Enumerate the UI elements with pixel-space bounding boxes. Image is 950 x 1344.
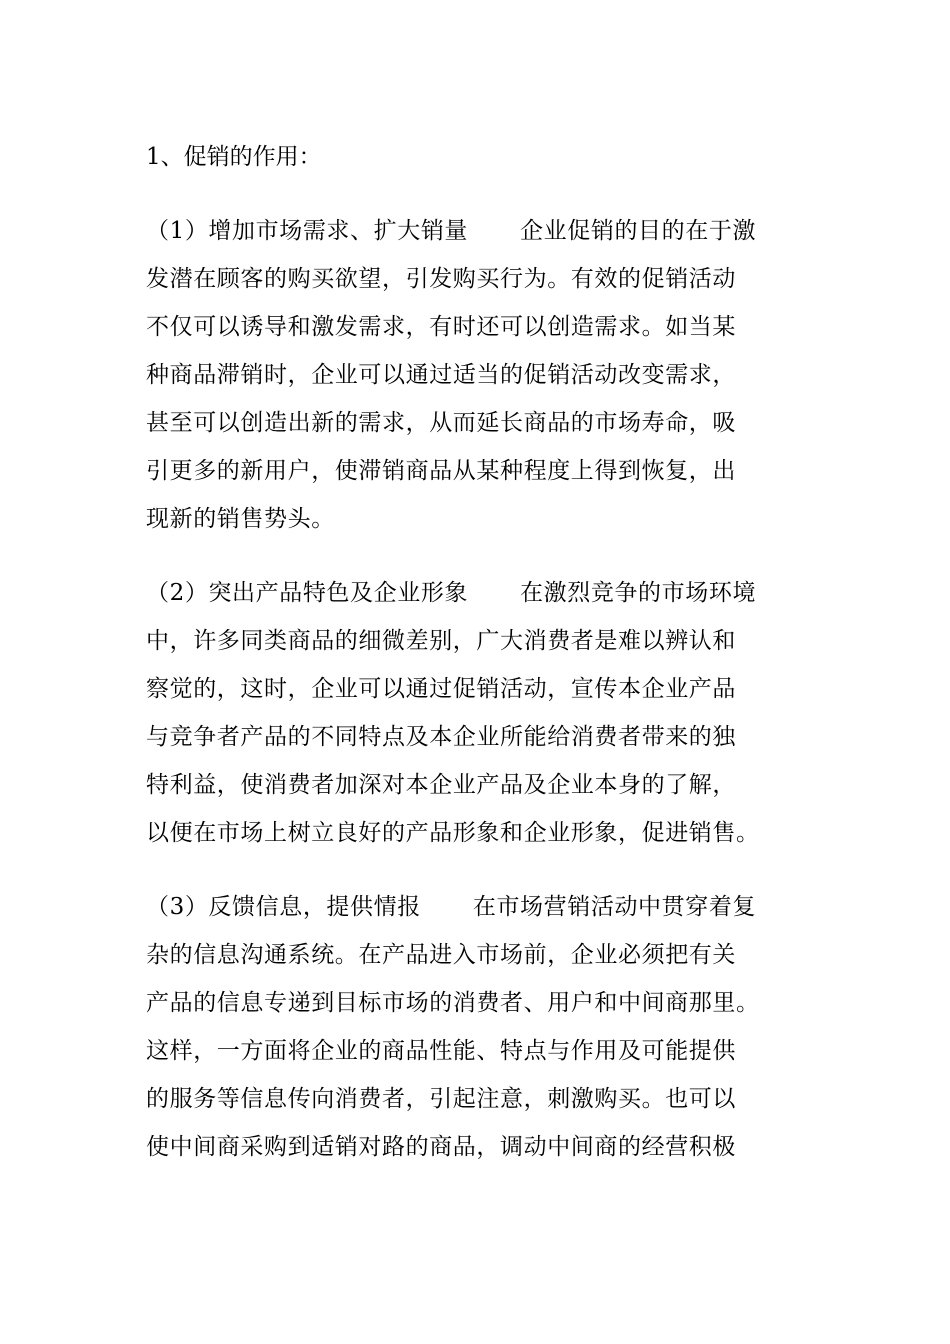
paragraph-line: 发潜在顾客的购买欲望，引发购买行为。有效的促销活动 bbox=[146, 266, 736, 292]
paragraph-line: 这样，一方面将企业的商品性能、特点与作用及可能提供 bbox=[146, 1038, 736, 1064]
paragraph-line: 杂的信息沟通系统。在产品进入市场前，企业必须把有关 bbox=[146, 942, 736, 968]
paragraph-title: （1）增加市场需求、扩大销量 bbox=[146, 218, 469, 244]
paragraph-line: 的服务等信息传向消费者，引起注意，刺激购买。也可以 bbox=[146, 1086, 736, 1112]
paragraph-line bbox=[146, 883, 806, 931]
section-heading: 1、促销的作用： bbox=[146, 144, 322, 170]
paragraph-line: 不仅可以诱导和激发需求，有时还可以创造需求。如当某 bbox=[146, 314, 736, 340]
paragraph-line: 与竞争者产品的不同特点及本企业所能给消费者带来的独 bbox=[146, 724, 736, 750]
paragraph-2 bbox=[146, 569, 806, 857]
paragraph-line bbox=[146, 207, 806, 255]
paragraph-line: 现新的销售势头。 bbox=[146, 506, 335, 532]
paragraph-line: 中，许多同类商品的细微差别，广大消费者是难以辨认和 bbox=[146, 628, 736, 654]
paragraph-line: 以便在市场上树立良好的产品形象和企业形象，促进销售。 bbox=[146, 820, 760, 846]
paragraph-text: 在市场营销活动中贯穿着复 bbox=[472, 894, 757, 920]
paragraph-text: 企业促销的目的在于激 bbox=[520, 218, 757, 244]
paragraph-line: 特利益，使消费者加深对本企业产品及企业本身的了解， bbox=[146, 772, 736, 798]
paragraph-line: 甚至可以创造出新的需求，从而延长商品的市场寿命，吸 bbox=[146, 410, 736, 436]
document-body bbox=[146, 133, 806, 1197]
paragraph-text: 在激烈竞争的市场环境 bbox=[520, 580, 757, 606]
paragraph-3 bbox=[146, 883, 806, 1171]
paragraph-line: 种商品滞销时，企业可以通过适当的促销活动改变需求， bbox=[146, 362, 736, 388]
paragraph-line: 产品的信息专递到目标市场的消费者、用户和中间商那里。 bbox=[146, 990, 760, 1016]
paragraph-line: 察觉的，这时，企业可以通过促销活动，宣传本企业产品 bbox=[146, 676, 736, 702]
paragraph-line bbox=[146, 569, 806, 617]
paragraph-1 bbox=[146, 207, 806, 543]
paragraph-line: 使中间商采购到适销对路的商品，调动中间商的经营积极 bbox=[146, 1134, 736, 1160]
paragraph-line: 引更多的新用户，使滞销商品从某种程度上得到恢复，出 bbox=[146, 458, 736, 484]
paragraph-title: （2）突出产品特色及企业形象 bbox=[146, 580, 469, 606]
paragraph-title: （3）反馈信息，提供情报 bbox=[146, 894, 421, 920]
